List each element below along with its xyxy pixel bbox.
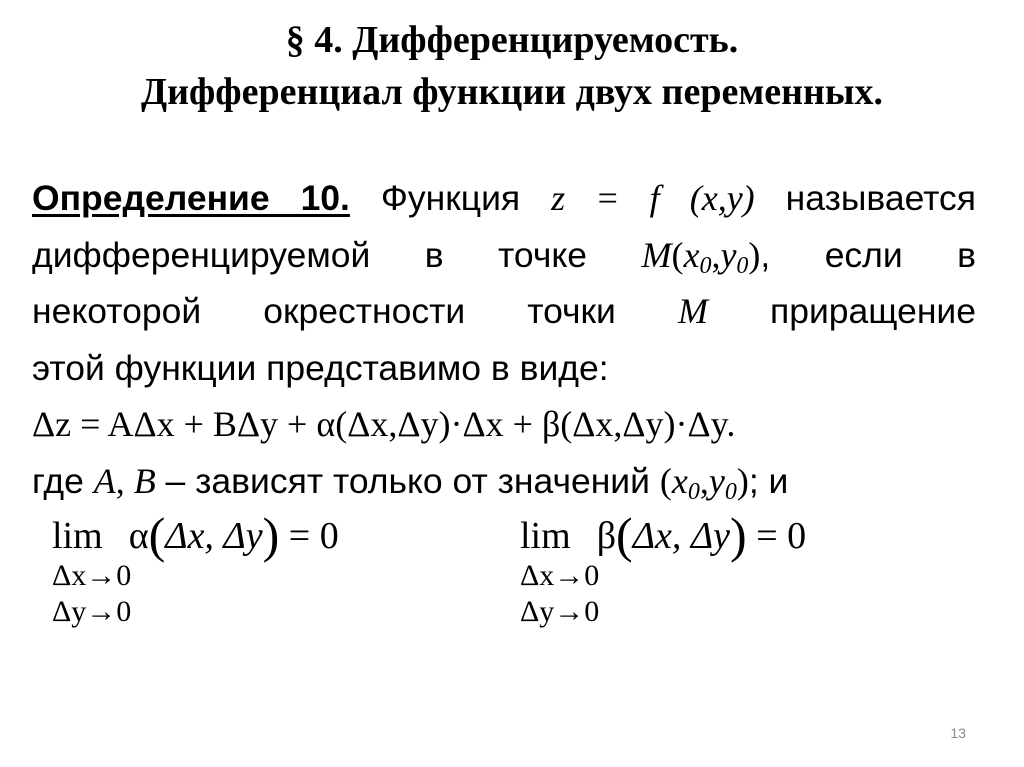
limit-condition-y: Δy→0: [52, 595, 132, 628]
limit-condition-x: Δx→0: [52, 559, 132, 592]
var-y: y: [708, 460, 725, 501]
definition-label: Определение 10.: [32, 178, 350, 218]
paren-open: (: [148, 507, 166, 563]
definition-line-4: этой функции представимо в виде:: [32, 347, 609, 388]
text-fragment: приращение: [707, 291, 976, 331]
paren-open: (: [659, 460, 672, 501]
func-symbol: β: [596, 515, 617, 557]
coef-A: A: [93, 460, 116, 501]
paren-close: ): [748, 234, 761, 275]
limit-alpha: [52, 507, 339, 630]
paren-open: (: [616, 507, 633, 563]
comma: ,: [115, 460, 134, 501]
text-fragment: некоторой окрестности точки: [32, 291, 678, 331]
comma: ,: [699, 460, 709, 501]
limit-expression: [520, 507, 807, 563]
lim-operator: lim: [52, 515, 103, 557]
subscript: 0: [736, 252, 749, 279]
coord-x: [671, 460, 700, 505]
limit-condition-x: Δx→0: [520, 559, 600, 592]
point-M: M: [641, 234, 672, 275]
subscript: 0: [687, 478, 700, 505]
limit-expression: [52, 507, 339, 563]
text-fragment: называется: [754, 178, 976, 218]
page-number: 13: [950, 725, 966, 741]
text-fragment: – зависят только от значений: [155, 460, 660, 501]
definition-line-6: [32, 453, 976, 510]
limit-value: = 0: [279, 515, 339, 557]
limit-value: = 0: [746, 515, 807, 557]
var-x: x: [671, 460, 688, 501]
slide-title: [0, 14, 1024, 118]
limit-args: Δx, Δy: [165, 515, 263, 557]
definition-line-1: [32, 170, 976, 227]
text-fragment: Функция: [349, 178, 552, 218]
limit-beta: [520, 507, 807, 630]
title-line-1: § 4. Дифференцируемость.: [285, 19, 739, 61]
coord-y: [720, 234, 749, 279]
paren-close: ): [262, 507, 280, 563]
subscript: 0: [724, 478, 737, 505]
subscript: 0: [699, 252, 712, 279]
comma: ,: [711, 234, 721, 275]
func-symbol: α: [128, 515, 149, 557]
lim-operator: lim: [520, 515, 571, 557]
coef-B: B: [133, 460, 156, 501]
function-expression: z = f (x,y): [551, 178, 755, 218]
title-line-2: Дифференциал функции двух переменных.: [140, 71, 884, 113]
var-y: y: [720, 234, 737, 275]
paren-close: ): [730, 507, 747, 563]
text-fragment: ; и: [748, 460, 789, 501]
text-fragment: где: [32, 460, 94, 501]
definition-line-2: [32, 227, 976, 284]
text-fragment: , если в: [760, 234, 976, 275]
paren-open: (: [671, 234, 684, 275]
text-fragment: дифференцируемой в точке: [32, 234, 642, 275]
increment-formula: Δz = AΔx + BΔy + α(Δx,Δy)·Δx + β(Δx,Δy)·Δy.: [32, 404, 736, 444]
point-M: M: [677, 291, 708, 331]
limit-args: Δx, Δy: [632, 515, 731, 557]
coord-y: [708, 460, 737, 505]
limit-condition-y: Δy→0: [520, 595, 600, 628]
paren-close: ): [736, 460, 749, 501]
definition-block: [32, 170, 976, 509]
var-x: x: [683, 234, 700, 275]
coord-x: [683, 234, 712, 279]
definition-line-3: [32, 283, 976, 340]
